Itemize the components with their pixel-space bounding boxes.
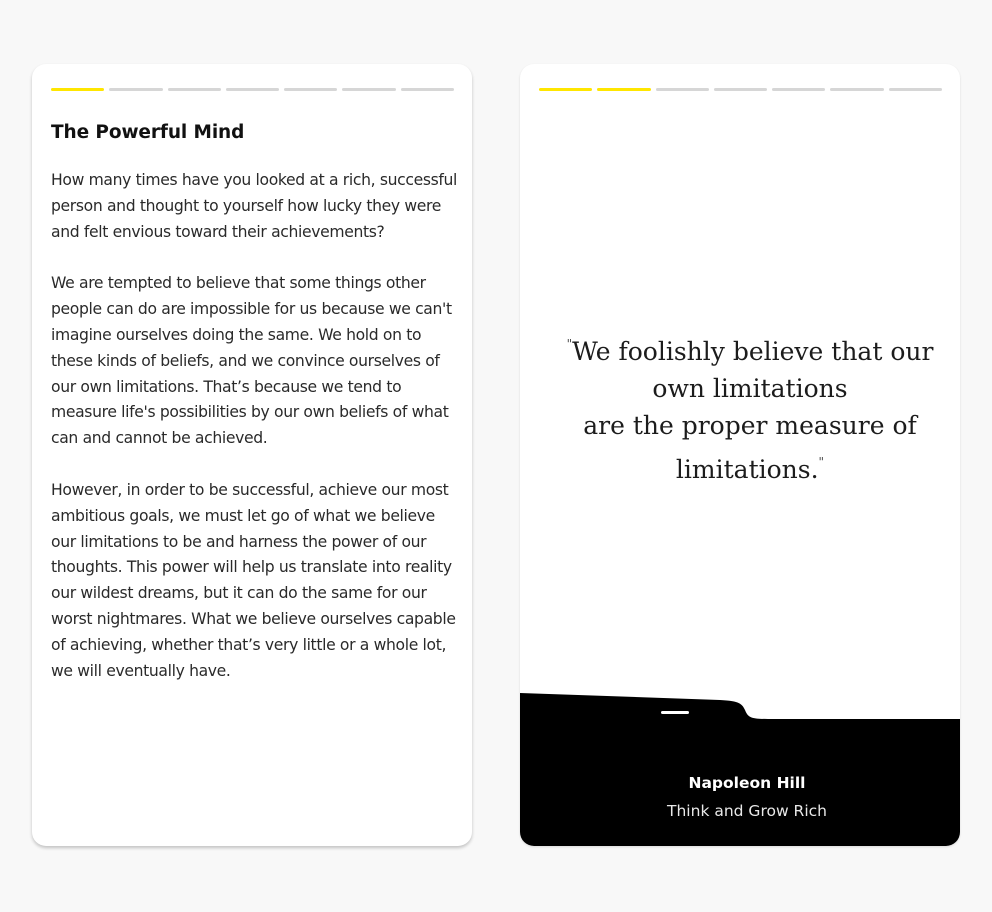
progress-segment-complete <box>51 88 104 91</box>
progress-segment <box>342 88 395 91</box>
quote-author: Napoleon Hill <box>688 774 806 792</box>
story-body <box>51 168 459 710</box>
story-progress-bar <box>539 88 942 91</box>
progress-segment-complete <box>597 88 650 91</box>
quote-line: limitations. <box>675 455 819 484</box>
footer-panel-shape <box>520 693 960 846</box>
story-progress-bar <box>51 88 454 91</box>
story-paragraph: We are tempted to believe that some things other people can do are impossible for us because we can't imagine ourselves doing the same. We hold on to these kinds of beliefs, and we convince ourselves of our own limitations. That’s because we tend to measure life's possibilities by our own beliefs of what can and cannot be achieved. <box>51 274 452 448</box>
quote-text <box>560 326 940 488</box>
progress-segment <box>772 88 825 91</box>
drag-handle[interactable] <box>661 711 689 714</box>
progress-segment <box>284 88 337 91</box>
progress-segment <box>226 88 279 91</box>
story-paragraph: However, in order to be successful, achieve our most ambitious goals, we must let go of what we believe our limitations to be and harness the power of our thoughts. This power will help us translate into reality our wildest dreams, but it can do the same for our worst nightmares. What we believe ourselves capable of achieving, whether that’s very little or a whole lot, we will eventually have. <box>51 480 456 680</box>
footer-panel <box>520 690 960 846</box>
progress-segment <box>168 88 221 91</box>
progress-segment <box>109 88 162 91</box>
story-paragraph: How many times have you looked at a rich, successful person and thought to yourself how lucky they were and felt envious toward their achievements? <box>51 171 458 241</box>
progress-segment-complete <box>539 88 592 91</box>
progress-segment <box>656 88 709 91</box>
quote-open-mark: " <box>566 337 573 351</box>
progress-segment <box>401 88 454 91</box>
quote-line: own limitations <box>652 374 848 403</box>
progress-segment <box>714 88 767 91</box>
quote-line: We foolishly believe that our <box>572 337 934 366</box>
story-title: The Powerful Mind <box>51 122 245 143</box>
progress-segment <box>830 88 883 91</box>
quote-book-title: Think and Grow Rich <box>667 802 827 820</box>
story-card-quote[interactable] <box>520 64 960 846</box>
quote-line: are the proper measure of <box>583 411 917 440</box>
quote-close-mark: " <box>818 455 825 469</box>
progress-segment <box>889 88 942 91</box>
story-card-text[interactable] <box>32 64 472 846</box>
